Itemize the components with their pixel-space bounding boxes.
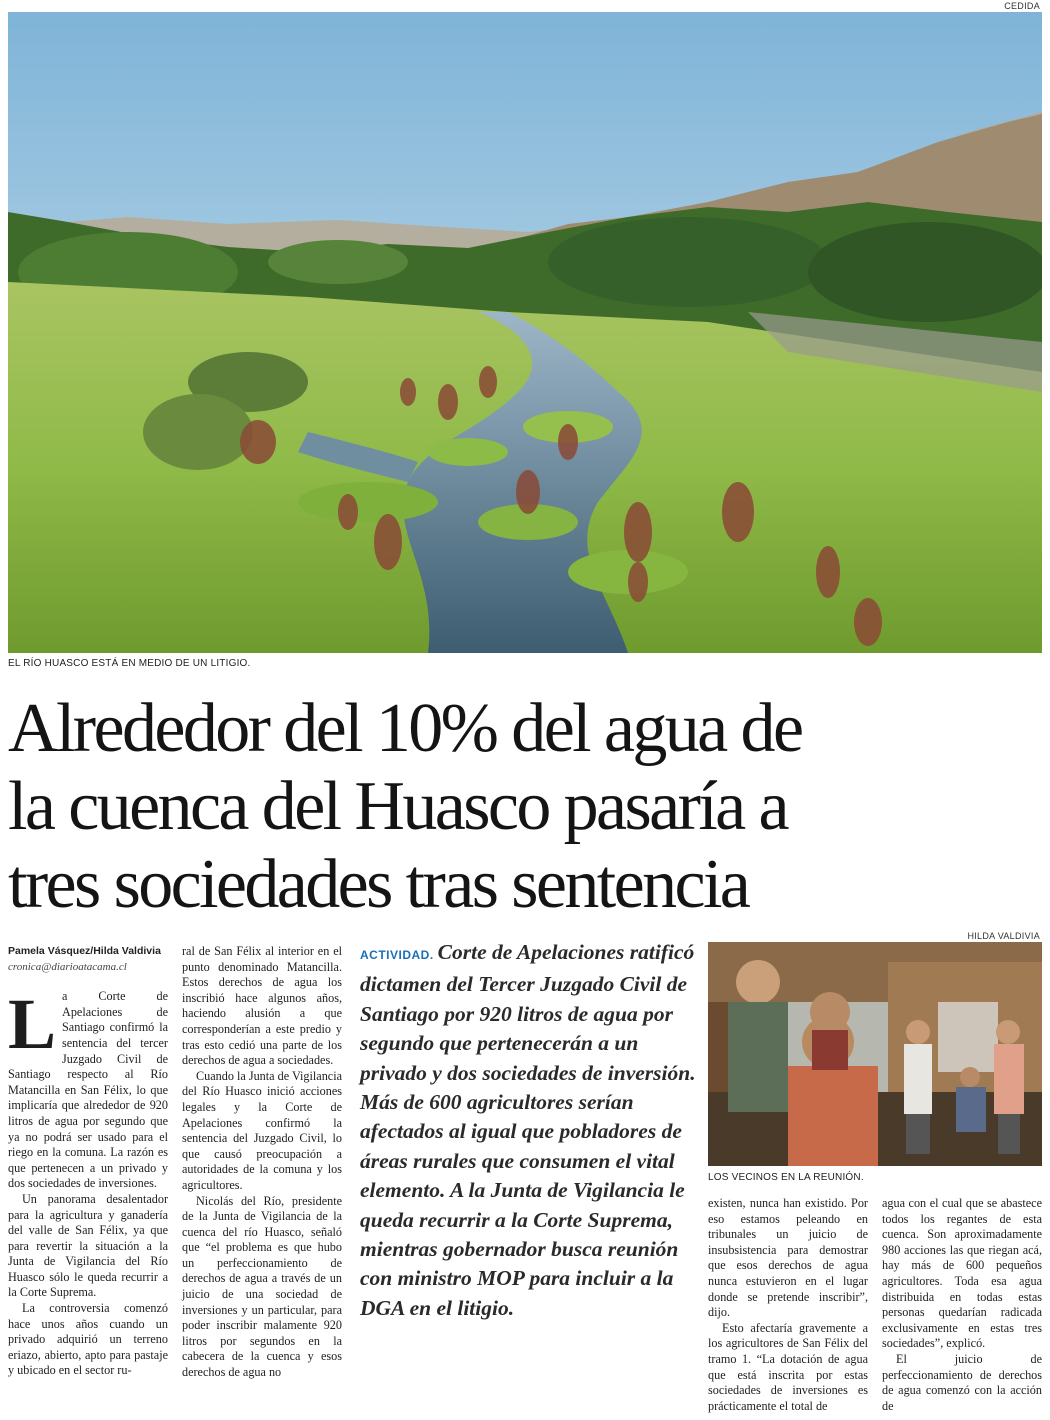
headline (8, 690, 1042, 924)
photo-caption: LOS VECINOS EN LA REUNIÓN. (708, 1172, 864, 1183)
article-column-2 (182, 944, 342, 1381)
summary-text: Corte de Apelaciones ratificó dictamen del Tercer Juzgado Civil de Santiago por 920 litros de agua por segundo que pertenecerán a un privado y dos sociedades de inversión. Más de 600 agricultores serían afectados al igual que pobladores de áreas rurales que consumen el vital elemento. A la Junta de Vigilancia le queda recurrir a la Corte Suprema, mientras gobernador busca reunión con ministro MOP para incluir a la DGA en el litigio. (360, 940, 696, 1320)
paragraph: Cuando la Junta de Vigilancia del Río Huasco inició acciones legales y la Corte de Apelaciones confirmó la sentencia del Juzgado Civil, lo que causó preocupación a autoridades de la comuna y los agricultores. (182, 1068, 342, 1192)
section-tag: ACTIVIDAD. (360, 948, 434, 962)
paragraph: La Corte de Apelaciones de Santiago confirmó la sentencia del tercer Juzgado Civil de Santiago respecto al Río Matancilla en San Félix, lo que implicaría que alrededor de 920 litros de agua por segundo que ya no podrá ser usado para el riego en la comuna. La razón es que pertenecen a un privado y dos sociedades de inversiones. (8, 984, 168, 1191)
headline-line: tres sociedades tras sentencia (8, 846, 749, 923)
paragraph: ral de San Félix al interior en el punto denominado Matancilla. Estos derechos de agua los inscribió hace algunos años, haciendo alusión a que corresponderían a este predio y tras esto cedió una parte de los derechos de agua a sociedades. (182, 944, 342, 1068)
photo-credit: HILDA VALDIVIA (967, 931, 1040, 941)
paragraph: La controversia comenzó hace unos años cuando un privado adquirió un terreno eriazo, abierto, apto para pastaje y ubicado en el sector ru- (8, 1301, 168, 1378)
article-column-1 (8, 944, 168, 1379)
headline-line: la cuenca del Huasco pasaría a (8, 768, 788, 845)
meeting-photo (708, 942, 1042, 1166)
photo-caption: EL RÍO HUASCO ESTÁ EN MEDIO DE UN LITIGIO. (8, 658, 251, 669)
paragraph: Nicolás del Río, presidente de la Junta de Vigilancia de la cuenca del río Huasco, señaló que “el problema es que hubo un perfeccionamiento de derechos de agua a través de un juicio de una sociedad de inversiones y un particular, para poder inscribir malamente 920 litros por segundos en la cabecera de la cuenca y esos derechos de agua no (182, 1193, 342, 1380)
paragraph: Un panorama desalentador para la agricultura y ganadería del valle de San Félix, ya que para revertir la situación a la Junta de Vigilancia del Río Huasco sólo le queda recurrir a la Corte Suprema. (8, 1191, 168, 1300)
byline-email: cronica@diarioatacama.cl (8, 960, 127, 973)
main-photo-river (8, 12, 1042, 653)
paragraph: agua con el cual que se abastece todos los regantes de esta cuenca. Son aproximadamente 980 acciones las que riegan acá, hay más de 600 pequeños agricultores. Toda esa agua distribuida en todas estas personas quedarían radicada exclusivamente en estas tres sociedades”, explicó. (882, 1196, 1042, 1351)
article-column-4 (708, 1196, 868, 1414)
paragraph: existen, nunca han existido. Por eso estamos peleando en tribunales un juicio de insubsistencia para demostrar que esos derechos de agua nunca estuvieron en el lugar donde se pretende inscribir”, dijo. (708, 1196, 868, 1320)
paragraph: Esto afectaría gravemente a los agricultores de San Félix del tramo 1. “La dotación de agua que está inscrita por estas sociedades de inversiones es prácticamente el total de (708, 1320, 868, 1413)
drop-cap: L (8, 984, 57, 1065)
headline-line: Alrededor del 10% del agua de (8, 690, 802, 767)
article-summary (360, 938, 698, 1323)
paragraph: El juicio de perfeccionamiento de derechos de agua comenzó con la acción de (882, 1351, 1042, 1413)
article-column-5 (882, 1196, 1042, 1414)
photo-credit: CEDIDA (1004, 1, 1040, 11)
byline-authors: Pamela Vásquez/Hilda Valdivia (8, 945, 161, 957)
